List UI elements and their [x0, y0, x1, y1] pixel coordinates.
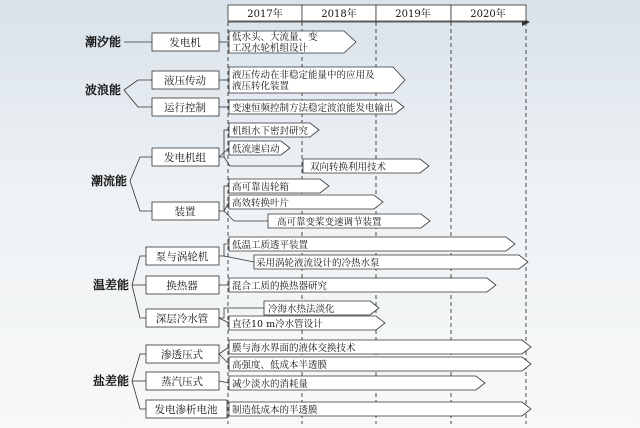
roadmap-item-label: 高可靠变桨变速调节装置	[277, 217, 382, 228]
roadmap-item-label: 膜与海水界面的液体交换技术	[232, 343, 356, 354]
category-label: 盐差能	[92, 374, 130, 388]
roadmap-item-label: 冷海水热法淡化	[268, 304, 335, 315]
roadmap-item-label: 液压传动在非稳定能量中的应用及液压转化装置	[232, 70, 375, 92]
roadmap-item-label: 制造低成本的半透膜	[232, 405, 318, 416]
sub-label: 换热器	[166, 280, 198, 292]
roadmap-item-label: 采用涡轮液流设计的冷热水泵	[256, 258, 380, 269]
roadmap-item-label: 高效转换叶片	[232, 198, 290, 209]
sub-label: 蒸汽压式	[161, 376, 203, 388]
sub-label: 发电机	[169, 37, 201, 49]
roadmap-item-label: 低温工质透平装置	[232, 240, 309, 251]
roadmap-item-label: 变速恒频控制方法稳定波浪能发电输出	[232, 103, 394, 114]
sub-label: 渗透压式	[161, 349, 203, 361]
roadmap-item-label: 低流速启动	[232, 144, 280, 155]
category-labels	[85, 34, 129, 388]
sub-label: 深层冷水管	[155, 313, 209, 325]
category-label: 温差能	[92, 278, 130, 292]
roadmap-arrows	[229, 31, 531, 416]
year-header	[228, 5, 530, 26]
sub-label: 液压传动	[164, 75, 206, 87]
sub-label: 装置	[174, 206, 196, 218]
category-label: 潮流能	[90, 174, 128, 188]
subcategory-boxes	[146, 33, 227, 418]
category-label: 波浪能	[84, 83, 122, 97]
roadmap-item-label: 低水头、大流量、变工况水轮机组设计	[232, 32, 318, 54]
roadmap-item-label: 直径10 m冷水管设计	[232, 319, 323, 330]
roadmap-item-label: 双向转换利用技术	[310, 162, 387, 173]
year-label: 2017年	[247, 9, 283, 20]
year-label: 2019年	[395, 9, 431, 20]
sub-label: 发电渗析电池	[154, 404, 218, 416]
sub-label: 泵与涡轮机	[155, 251, 209, 263]
roadmap-item-label: 高强度、低成本半透膜	[232, 360, 328, 371]
roadmap-item-label: 高可靠齿轮箱	[232, 182, 290, 193]
year-label: 2020年	[470, 9, 506, 20]
year-label: 2018年	[321, 9, 357, 20]
roadmap-item-label: 减少淡水的消耗量	[232, 379, 309, 390]
roadmap-item-label: 混合工质的换热器研究	[232, 281, 328, 292]
sub-label: 运行控制	[164, 102, 206, 114]
sub-label: 发电机组	[164, 152, 206, 164]
roadmap-item-label: 机组水下密封研究	[232, 126, 309, 137]
category-label: 潮汐能	[84, 35, 122, 49]
